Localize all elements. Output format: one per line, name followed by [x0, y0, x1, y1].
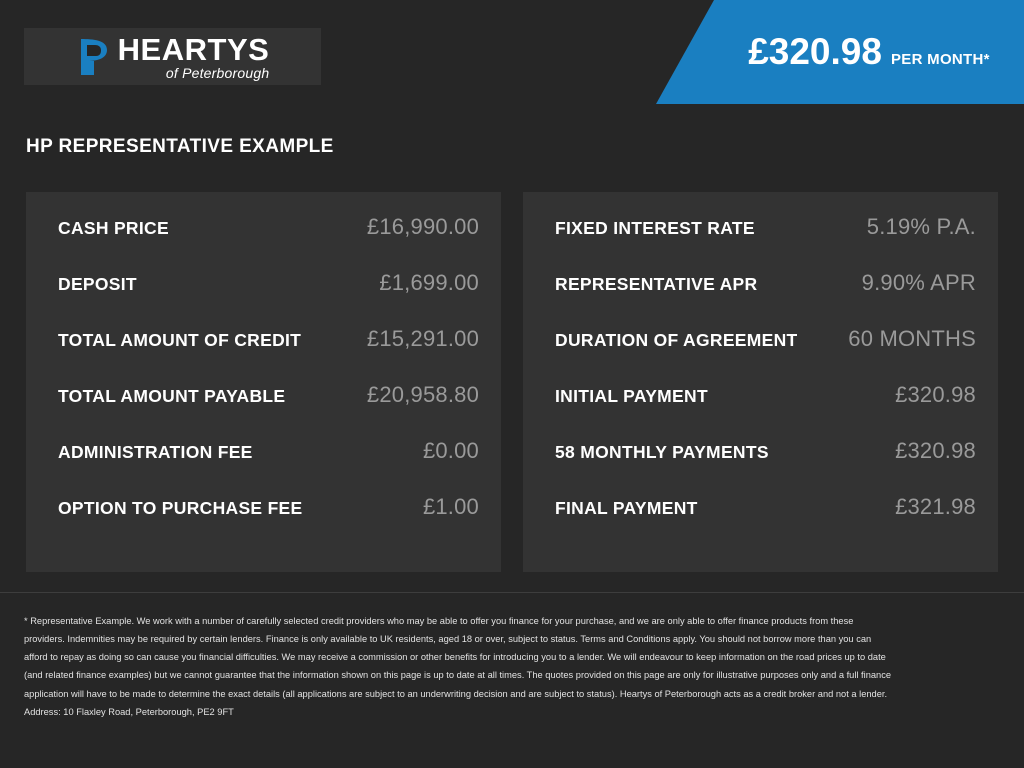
- row-label: TOTAL AMOUNT OF CREDIT: [58, 330, 302, 350]
- row-value: £16,990.00: [366, 214, 479, 239]
- table-row: [555, 494, 976, 550]
- row-value: £15,291.00: [366, 326, 479, 351]
- row-label: FINAL PAYMENT: [555, 498, 698, 518]
- page-title: HP REPRESENTATIVE EXAMPLE: [26, 136, 334, 157]
- table-row: [58, 326, 479, 382]
- table-row: [58, 214, 479, 270]
- table-row: [58, 438, 479, 494]
- row-value: £1.00: [422, 494, 479, 519]
- finance-details-panels: [26, 192, 998, 572]
- row-value: £0.00: [422, 438, 479, 463]
- row-value: £1,699.00: [379, 270, 479, 295]
- table-row: [58, 494, 479, 550]
- logo-inner: [76, 31, 270, 81]
- table-row: [555, 382, 976, 438]
- row-value: 5.19% P.A.: [866, 214, 976, 239]
- row-value: £321.98: [895, 494, 976, 519]
- monthly-price-period: PER MONTH*: [890, 51, 990, 68]
- logo-subtitle: of Peterborough: [165, 64, 270, 81]
- heartys-h-monogram-icon: [76, 37, 110, 77]
- table-row: [555, 326, 976, 382]
- row-label: OPTION TO PURCHASE FEE: [58, 498, 303, 518]
- row-label: DURATION OF AGREEMENT: [555, 330, 798, 350]
- finance-panel-right: [523, 192, 998, 572]
- finance-panel-left: [26, 192, 501, 572]
- logo-wordmark: HEARTYS: [117, 31, 270, 67]
- row-label: CASH PRICE: [58, 218, 169, 238]
- page-header: [0, 0, 1024, 104]
- row-label: REPRESENTATIVE APR: [555, 274, 758, 294]
- row-label: ADMINISTRATION FEE: [58, 442, 253, 462]
- row-value: £320.98: [895, 438, 976, 463]
- logo-text: [117, 31, 270, 81]
- row-label: DEPOSIT: [58, 274, 137, 294]
- disclaimer-text: * Representative Example. We work with a number of carefully selected credit providers who may be able to offer you finance for your purchase, and we are only able to offer finance products from these providers. Indemnities may be required by certain lenders. Finance is only available to UK residents, aged 18 or over, subject to status. Terms and Conditions apply. You should not borrow more than you can afford to repay as doing so can cause you financial difficulties. We may receive a commission or other benefits for introducing you to a lender. We will endeavour to keep information on the road prices up to date (and related finance examples) but we cannot guarantee that the information shown on this page is up to date at all times. The quotes provided on this page are only for illustrative purposes only and a full finance application will have to be made to determine the exact details (all applications are subject to an underwriting decision and are subject to status). Heartys of Peterborough acts as a credit broker and not a lender. Address: 10 Flaxley Road, Peterborough, PE2 9FT: [24, 616, 892, 717]
- table-row: [555, 270, 976, 326]
- row-value: £20,958.80: [366, 382, 479, 407]
- row-label: FIXED INTEREST RATE: [555, 218, 755, 238]
- row-label: TOTAL AMOUNT PAYABLE: [58, 386, 286, 406]
- dealer-logo: [24, 28, 321, 85]
- row-value: 60 MONTHS: [848, 326, 976, 351]
- table-row: [555, 214, 976, 270]
- row-label: 58 MONTHLY PAYMENTS: [555, 442, 769, 462]
- row-value: £320.98: [895, 382, 976, 407]
- row-value: 9.90% APR: [861, 270, 976, 295]
- table-row: [58, 270, 479, 326]
- monthly-price-banner: [714, 0, 1024, 104]
- row-label: INITIAL PAYMENT: [555, 386, 708, 406]
- price-wrap: [748, 31, 990, 73]
- footer-divider: [0, 592, 1024, 593]
- table-row: [555, 438, 976, 494]
- monthly-price-amount: £320.98: [748, 31, 882, 72]
- table-row: [58, 382, 479, 438]
